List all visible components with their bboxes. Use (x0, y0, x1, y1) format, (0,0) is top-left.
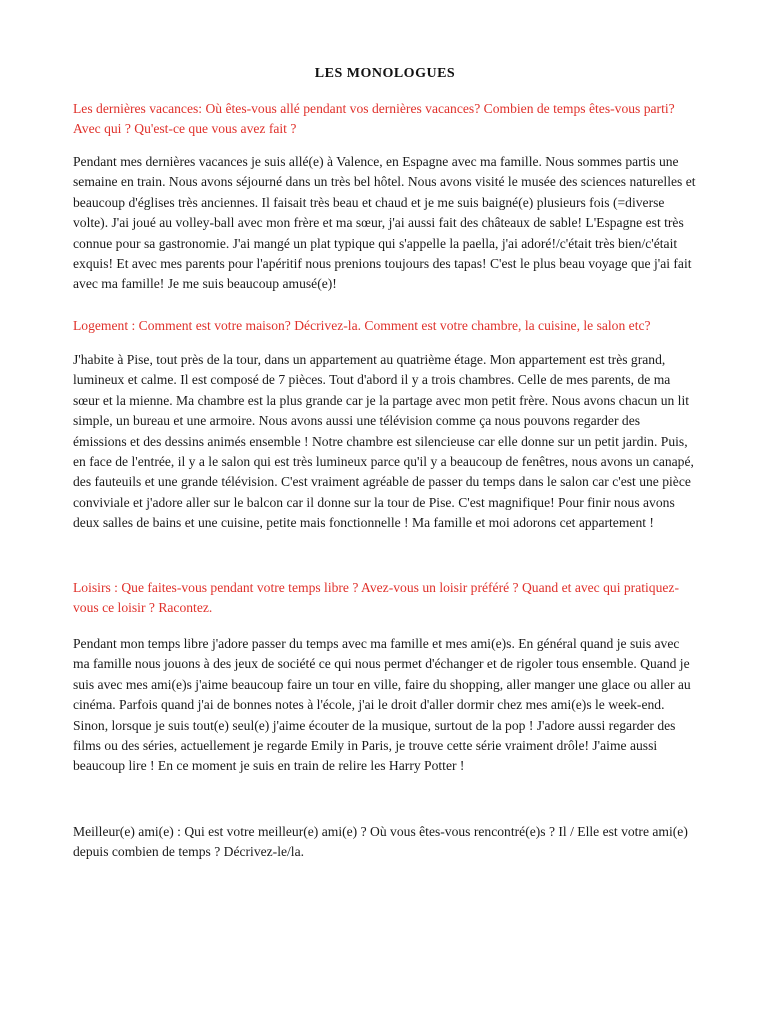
question-logement: Logement : Comment est votre maison? Décrivez-la. Comment est votre chambre, la cuisine, le salon etc? (73, 318, 651, 333)
answer-vacances: Pendant mes dernières vacances je suis allé(e) à Valence, en Espagne avec ma famille. Nous sommes partis une semaine en train. Nous avons séjourné dans un très bel hôtel. Nous avons visité le musée des sciences naturelles et beaucoup d'églises très anciennes. Il faisait très beau et chaud et je me suis baigné(e) plusieurs fois (=diverse volte). J'ai joué au volley-ball avec mon frère et ma sœur, j'ai aussi fait des châteaux de sable! L'Espagne est très connue pour sa gastronomie. J'ai mangé un plat typique qui s'appelle la paella, j'ai adoré!/c'était très bien/c'était exquis! Et avec mes parents pour l'apéritif nous prenions toujours des tapas! C'est le plus beau voyage que j'ai fait avec ma famille! Je me suis beaucoup amusé(e)! (73, 154, 696, 292)
answer-logement: J'habite à Pise, tout près de la tour, dans un appartement au quatrième étage. Mon appartement est très grand, lumineux et calme. Il est composé de 7 pièces. Tout d'abord il y a trois chambres. Celle de mes parents, de ma sœur et la mienne. Ma chambre est la plus grande car je la partage avec mon petit frère. Nous avons chacun un lit simple, un bureau et une armoire. Nous avons aussi une télévision comme ça nous pouvons regarder des émissions et des dessins animés ensemble ! Notre chambre est silencieuse car elle donne sur un petit jardin. Puis, en face de l'entrée, il y a le salon qui est très lumineux parce qu'il y a beaucoup de fenêtres, nous avons un canapé, des fauteuils et une grande télévision. C'est vraiment agréable de passer du temps dans le salon car c'est une pièce conviviale et j'adore aller sur le balcon car il donne sur la tour de Pise. C'est magnifique! Pour finir nous avons deux salles de bains et une cuisine, petite mais fonctionnelle ! Ma famille et moi adorons cet appartement ! (73, 352, 694, 531)
question-meilleur-ami: Meilleur(e) ami(e) : Qui est votre meilleur(e) ami(e) ? Où vous êtes-vous rencontré(e)s ? Il / Elle est votre ami(e) depuis combien de temps ? Décrivez-le/la. (73, 824, 688, 860)
question-vacances: Les dernières vacances: Où êtes-vous allé pendant vos dernières vacances? Combien de temps êtes-vous parti? Avec qui ? Qu'est-ce que vous avez fait ? (73, 101, 675, 137)
answer-loisirs: Pendant mon temps libre j'adore passer du temps avec ma famille et mes ami(e)s. En général quand je suis avec ma famille nous jouons à des jeux de société ce qui nous permet d'échanger et de rigoler tous ensemble. Quand je suis avec mes ami(e)s j'aime beaucoup faire un tour en ville, faire du shopping, aller manger une glace ou aller au cinéma. Parfois quand j'ai de bonnes notes à l'école, j'ai le droit d'aller dormir chez mes ami(e)s le week-end. Sinon, lorsque je suis tout(e) seul(e) j'aime écouter de la musique, surtout de la pop ! J'adore aussi regarder des films ou des séries, actuellement je regarde Emily in Paris, je trouve cette série vraiment drôle! J'aime aussi beaucoup lire ! En ce moment je suis en train de relire les Harry Potter ! (73, 636, 691, 774)
document-title: LES MONOLOGUES (314, 66, 456, 81)
question-loisirs: Loisirs : Que faites-vous pendant votre temps libre ? Avez-vous un loisir préféré ? Quand et avec qui pratiquez-vous ce loisir ? Racontez. (73, 580, 679, 616)
